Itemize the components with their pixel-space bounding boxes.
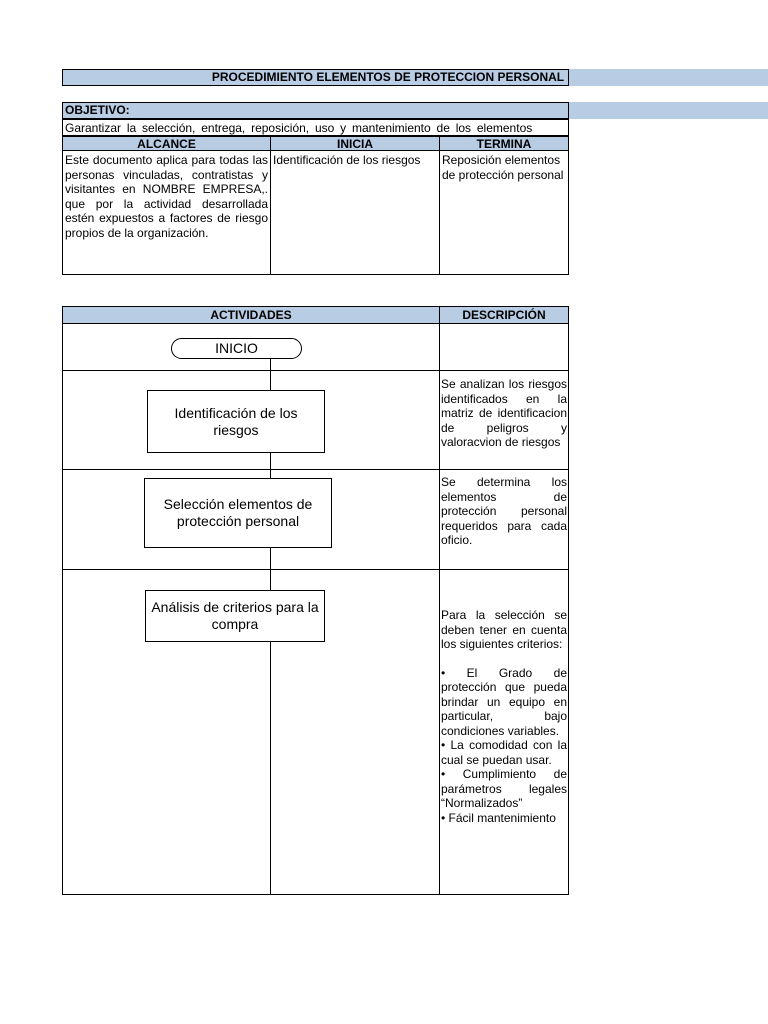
- description-row-1: Se analizan los riesgos identificados en la matriz de identificacion de peligros y valoracvion de riesgos: [439, 370, 569, 470]
- page-title: PROCEDIMIENTO ELEMENTOS DE PROTECCION PERSONAL: [211, 70, 565, 84]
- objective-bar-extension: [569, 102, 768, 119]
- header-actividades: ACTIVIDADES: [62, 306, 440, 324]
- criteria-item: • Fácil mantenimiento: [441, 810, 556, 825]
- flow-connector: [270, 547, 271, 591]
- header-alcance: ALCANCE: [62, 136, 271, 151]
- alcance-text: Este documento aplica para todas las personas vinculadas, contratistas y visitantes en NOMBRE EMPRESA,. que por la actividad desarrollada estén expuestos a factores de riesgo propios de la organización.: [62, 150, 271, 275]
- termina-text: Reposición elementos de protección personal: [439, 150, 569, 275]
- criteria-item: • El Grado de protección que pueda brindar un equipo en particular, bajo condiciones variables.: [441, 665, 567, 738]
- flow-step-seleccion: Selección elementos de protección personal: [144, 478, 332, 548]
- flow-step-identificacion: Identificación de los riesgos: [147, 390, 325, 453]
- flow-start-terminator: [171, 338, 302, 359]
- header-inicia: INICIA: [270, 136, 440, 151]
- header-termina: TERMINA: [439, 136, 569, 151]
- objective-text: Garantizar la selección, entrega, reposición, uso y mantenimiento de los elementos: [62, 119, 569, 136]
- flow-connector: [270, 641, 271, 895]
- flow-start-label: INICIO: [215, 340, 258, 356]
- inicia-text: Identificación de los riesgos: [270, 150, 440, 275]
- criteria-intro: Para la selección se deben tener en cuenta los siguientes criterios:: [441, 608, 567, 651]
- flow-connector: [270, 452, 271, 479]
- criteria-item: • La comodidad con la cual se puedan usar.: [441, 738, 567, 767]
- description-row-3: [439, 569, 569, 895]
- description-row-2: Se determina los elementos de protección personal requeridos para cada oficio.: [439, 469, 569, 570]
- header-descripcion: DESCRIPCIÓN: [439, 306, 569, 324]
- flow-step-analisis: Análisis de criterios para la compra: [145, 590, 325, 642]
- objective-header: [62, 102, 569, 119]
- flow-connector: [270, 358, 271, 391]
- description-row-start: [439, 323, 569, 371]
- criteria-item: • Cumplimiento de parámetros legales “Normalizados”: [441, 767, 567, 810]
- objective-label: OBJETIVO:: [65, 103, 130, 117]
- title-bar-extension: [569, 69, 768, 86]
